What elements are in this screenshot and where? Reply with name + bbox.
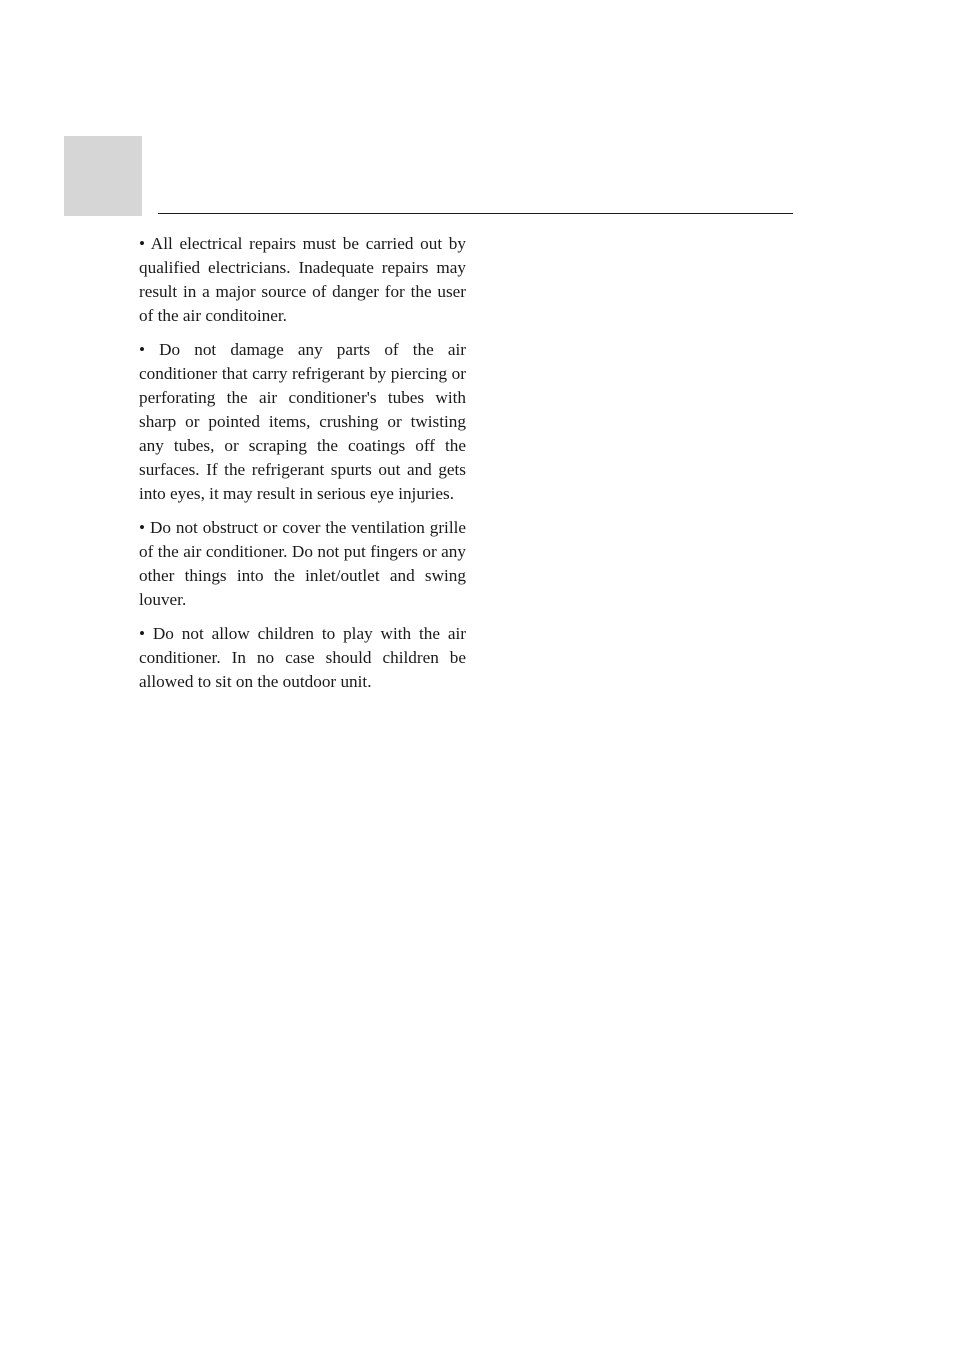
- bullet-children: • Do not allow children to play with the air conditioner. In no case should children be allowed to sit on the outdoor unit.: [139, 624, 466, 691]
- bullet-electrical-repairs: • All electrical repairs must be carried out by qualified electricians. Inadequate repairs may result in a major source of danger for the user of the air conditoiner.: [139, 234, 466, 325]
- header-divider: [158, 213, 793, 214]
- bullet-ventilation-grille: • Do not obstruct or cover the ventilation grille of the air conditioner. Do not put fingers or any other things into the inlet/outlet and swing louver.: [139, 518, 466, 609]
- section-tab-marker: [64, 136, 142, 216]
- bullet-refrigerant-parts: • Do not damage any parts of the air conditioner that carry refrigerant by piercing or perforating the air conditioner's tubes with sharp or pointed items, crushing or twisting any tubes, or scraping the coatings off the surfaces. If the refrigerant spurts out and gets into eyes, it may result in serious eye injuries.: [139, 340, 466, 503]
- safety-instructions: [139, 232, 466, 704]
